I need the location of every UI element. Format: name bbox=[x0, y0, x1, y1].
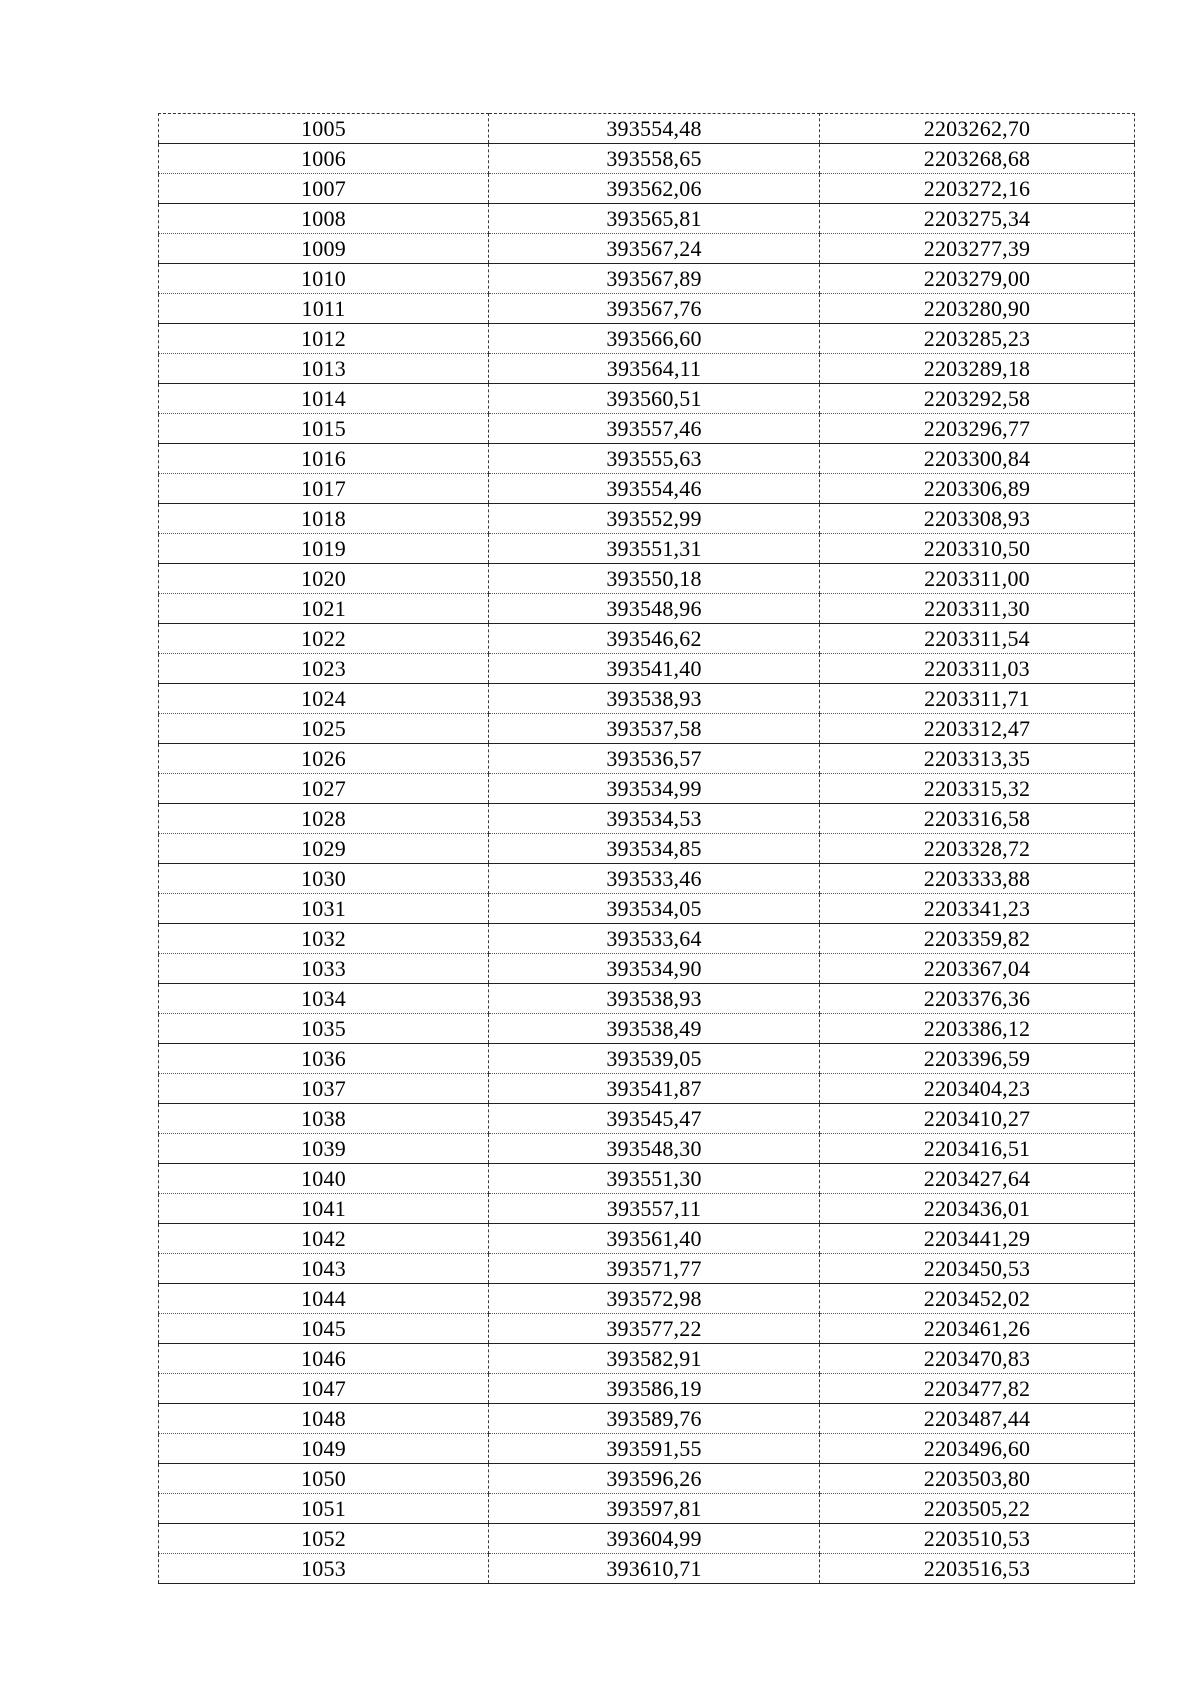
x-coordinate-cell: 393550,18 bbox=[489, 564, 820, 594]
y-coordinate-cell: 2203427,64 bbox=[820, 1164, 1135, 1194]
table-row bbox=[159, 1104, 1135, 1134]
point-number-cell: 1040 bbox=[159, 1164, 489, 1194]
point-number-cell: 1006 bbox=[159, 144, 489, 174]
coordinates-table-body bbox=[159, 114, 1135, 1584]
y-coordinate-cell: 2203416,51 bbox=[820, 1134, 1135, 1164]
table-row bbox=[159, 144, 1135, 174]
point-number-cell: 1050 bbox=[159, 1464, 489, 1494]
y-coordinate-cell: 2203404,23 bbox=[820, 1074, 1135, 1104]
table-row bbox=[159, 624, 1135, 654]
point-number-cell: 1014 bbox=[159, 384, 489, 414]
y-coordinate-cell: 2203268,68 bbox=[820, 144, 1135, 174]
x-coordinate-cell: 393560,51 bbox=[489, 384, 820, 414]
point-number-cell: 1025 bbox=[159, 714, 489, 744]
x-coordinate-cell: 393566,60 bbox=[489, 324, 820, 354]
point-number-cell: 1036 bbox=[159, 1044, 489, 1074]
point-number-cell: 1027 bbox=[159, 774, 489, 804]
y-coordinate-cell: 2203341,23 bbox=[820, 894, 1135, 924]
table-row bbox=[159, 954, 1135, 984]
x-coordinate-cell: 393557,11 bbox=[489, 1194, 820, 1224]
point-number-cell: 1020 bbox=[159, 564, 489, 594]
table-row bbox=[159, 1464, 1135, 1494]
y-coordinate-cell: 2203477,82 bbox=[820, 1374, 1135, 1404]
y-coordinate-cell: 2203441,29 bbox=[820, 1224, 1135, 1254]
x-coordinate-cell: 393597,81 bbox=[489, 1494, 820, 1524]
x-coordinate-cell: 393567,89 bbox=[489, 264, 820, 294]
y-coordinate-cell: 2203450,53 bbox=[820, 1254, 1135, 1284]
point-number-cell: 1011 bbox=[159, 294, 489, 324]
x-coordinate-cell: 393551,31 bbox=[489, 534, 820, 564]
point-number-cell: 1047 bbox=[159, 1374, 489, 1404]
x-coordinate-cell: 393545,47 bbox=[489, 1104, 820, 1134]
point-number-cell: 1037 bbox=[159, 1074, 489, 1104]
table-row bbox=[159, 1554, 1135, 1584]
y-coordinate-cell: 2203410,27 bbox=[820, 1104, 1135, 1134]
table-row bbox=[159, 1254, 1135, 1284]
y-coordinate-cell: 2203289,18 bbox=[820, 354, 1135, 384]
table-row bbox=[159, 414, 1135, 444]
table-row bbox=[159, 294, 1135, 324]
y-coordinate-cell: 2203262,70 bbox=[820, 114, 1135, 144]
point-number-cell: 1038 bbox=[159, 1104, 489, 1134]
x-coordinate-cell: 393538,93 bbox=[489, 984, 820, 1014]
table-row bbox=[159, 1134, 1135, 1164]
table-row bbox=[159, 714, 1135, 744]
point-number-cell: 1029 bbox=[159, 834, 489, 864]
table-row bbox=[159, 984, 1135, 1014]
table-row bbox=[159, 174, 1135, 204]
point-number-cell: 1017 bbox=[159, 474, 489, 504]
table-row bbox=[159, 354, 1135, 384]
table-row bbox=[159, 1404, 1135, 1434]
y-coordinate-cell: 2203279,00 bbox=[820, 264, 1135, 294]
x-coordinate-cell: 393557,46 bbox=[489, 414, 820, 444]
point-number-cell: 1018 bbox=[159, 504, 489, 534]
point-number-cell: 1013 bbox=[159, 354, 489, 384]
y-coordinate-cell: 2203376,36 bbox=[820, 984, 1135, 1014]
table-row bbox=[159, 1044, 1135, 1074]
table-row bbox=[159, 864, 1135, 894]
table-row bbox=[159, 834, 1135, 864]
x-coordinate-cell: 393571,77 bbox=[489, 1254, 820, 1284]
table-row bbox=[159, 774, 1135, 804]
x-coordinate-cell: 393586,19 bbox=[489, 1374, 820, 1404]
y-coordinate-cell: 2203315,32 bbox=[820, 774, 1135, 804]
y-coordinate-cell: 2203470,83 bbox=[820, 1344, 1135, 1374]
point-number-cell: 1009 bbox=[159, 234, 489, 264]
x-coordinate-cell: 393564,11 bbox=[489, 354, 820, 384]
table-row bbox=[159, 1014, 1135, 1044]
point-number-cell: 1031 bbox=[159, 894, 489, 924]
y-coordinate-cell: 2203277,39 bbox=[820, 234, 1135, 264]
point-number-cell: 1052 bbox=[159, 1524, 489, 1554]
point-number-cell: 1024 bbox=[159, 684, 489, 714]
table-row bbox=[159, 804, 1135, 834]
x-coordinate-cell: 393582,91 bbox=[489, 1344, 820, 1374]
x-coordinate-cell: 393539,05 bbox=[489, 1044, 820, 1074]
point-number-cell: 1039 bbox=[159, 1134, 489, 1164]
y-coordinate-cell: 2203436,01 bbox=[820, 1194, 1135, 1224]
x-coordinate-cell: 393538,93 bbox=[489, 684, 820, 714]
y-coordinate-cell: 2203311,54 bbox=[820, 624, 1135, 654]
point-number-cell: 1015 bbox=[159, 414, 489, 444]
x-coordinate-cell: 393555,63 bbox=[489, 444, 820, 474]
x-coordinate-cell: 393567,24 bbox=[489, 234, 820, 264]
y-coordinate-cell: 2203516,53 bbox=[820, 1554, 1135, 1584]
point-number-cell: 1033 bbox=[159, 954, 489, 984]
y-coordinate-cell: 2203505,22 bbox=[820, 1494, 1135, 1524]
x-coordinate-cell: 393541,87 bbox=[489, 1074, 820, 1104]
point-number-cell: 1049 bbox=[159, 1434, 489, 1464]
x-coordinate-cell: 393565,81 bbox=[489, 204, 820, 234]
y-coordinate-cell: 2203367,04 bbox=[820, 954, 1135, 984]
point-number-cell: 1044 bbox=[159, 1284, 489, 1314]
point-number-cell: 1034 bbox=[159, 984, 489, 1014]
y-coordinate-cell: 2203311,03 bbox=[820, 654, 1135, 684]
x-coordinate-cell: 393534,90 bbox=[489, 954, 820, 984]
x-coordinate-cell: 393534,05 bbox=[489, 894, 820, 924]
y-coordinate-cell: 2203311,00 bbox=[820, 564, 1135, 594]
x-coordinate-cell: 393534,99 bbox=[489, 774, 820, 804]
y-coordinate-cell: 2203275,34 bbox=[820, 204, 1135, 234]
y-coordinate-cell: 2203359,82 bbox=[820, 924, 1135, 954]
x-coordinate-cell: 393541,40 bbox=[489, 654, 820, 684]
table-row bbox=[159, 1344, 1135, 1374]
table-row bbox=[159, 1074, 1135, 1104]
table-row bbox=[159, 234, 1135, 264]
point-number-cell: 1012 bbox=[159, 324, 489, 354]
point-number-cell: 1030 bbox=[159, 864, 489, 894]
point-number-cell: 1046 bbox=[159, 1344, 489, 1374]
x-coordinate-cell: 393548,30 bbox=[489, 1134, 820, 1164]
point-number-cell: 1048 bbox=[159, 1404, 489, 1434]
y-coordinate-cell: 2203308,93 bbox=[820, 504, 1135, 534]
x-coordinate-cell: 393561,40 bbox=[489, 1224, 820, 1254]
x-coordinate-cell: 393554,48 bbox=[489, 114, 820, 144]
table-row bbox=[159, 1194, 1135, 1224]
table-row bbox=[159, 654, 1135, 684]
table-row bbox=[159, 1224, 1135, 1254]
y-coordinate-cell: 2203310,50 bbox=[820, 534, 1135, 564]
x-coordinate-cell: 393589,76 bbox=[489, 1404, 820, 1434]
table-row bbox=[159, 1314, 1135, 1344]
x-coordinate-cell: 393536,57 bbox=[489, 744, 820, 774]
x-coordinate-cell: 393558,65 bbox=[489, 144, 820, 174]
table-row bbox=[159, 504, 1135, 534]
point-number-cell: 1051 bbox=[159, 1494, 489, 1524]
x-coordinate-cell: 393554,46 bbox=[489, 474, 820, 504]
table-row bbox=[159, 1164, 1135, 1194]
y-coordinate-cell: 2203300,84 bbox=[820, 444, 1135, 474]
table-row bbox=[159, 1284, 1135, 1314]
y-coordinate-cell: 2203280,90 bbox=[820, 294, 1135, 324]
point-number-cell: 1043 bbox=[159, 1254, 489, 1284]
x-coordinate-cell: 393546,62 bbox=[489, 624, 820, 654]
y-coordinate-cell: 2203503,80 bbox=[820, 1464, 1135, 1494]
table-row bbox=[159, 594, 1135, 624]
table-row bbox=[159, 534, 1135, 564]
y-coordinate-cell: 2203452,02 bbox=[820, 1284, 1135, 1314]
point-number-cell: 1010 bbox=[159, 264, 489, 294]
y-coordinate-cell: 2203510,53 bbox=[820, 1524, 1135, 1554]
y-coordinate-cell: 2203328,72 bbox=[820, 834, 1135, 864]
point-number-cell: 1023 bbox=[159, 654, 489, 684]
point-number-cell: 1021 bbox=[159, 594, 489, 624]
point-number-cell: 1032 bbox=[159, 924, 489, 954]
table-row bbox=[159, 564, 1135, 594]
point-number-cell: 1019 bbox=[159, 534, 489, 564]
x-coordinate-cell: 393577,22 bbox=[489, 1314, 820, 1344]
point-number-cell: 1005 bbox=[159, 114, 489, 144]
x-coordinate-cell: 393591,55 bbox=[489, 1434, 820, 1464]
x-coordinate-cell: 393604,99 bbox=[489, 1524, 820, 1554]
y-coordinate-cell: 2203306,89 bbox=[820, 474, 1135, 504]
y-coordinate-cell: 2203461,26 bbox=[820, 1314, 1135, 1344]
y-coordinate-cell: 2203292,58 bbox=[820, 384, 1135, 414]
coordinates-table bbox=[158, 113, 1135, 1584]
y-coordinate-cell: 2203396,59 bbox=[820, 1044, 1135, 1074]
x-coordinate-cell: 393533,46 bbox=[489, 864, 820, 894]
table-row bbox=[159, 1434, 1135, 1464]
table-row bbox=[159, 924, 1135, 954]
y-coordinate-cell: 2203313,35 bbox=[820, 744, 1135, 774]
table-row bbox=[159, 444, 1135, 474]
x-coordinate-cell: 393533,64 bbox=[489, 924, 820, 954]
x-coordinate-cell: 393548,96 bbox=[489, 594, 820, 624]
table-row bbox=[159, 1524, 1135, 1554]
table-row bbox=[159, 894, 1135, 924]
point-number-cell: 1022 bbox=[159, 624, 489, 654]
x-coordinate-cell: 393552,99 bbox=[489, 504, 820, 534]
table-row bbox=[159, 1374, 1135, 1404]
y-coordinate-cell: 2203311,71 bbox=[820, 684, 1135, 714]
x-coordinate-cell: 393596,26 bbox=[489, 1464, 820, 1494]
x-coordinate-cell: 393567,76 bbox=[489, 294, 820, 324]
point-number-cell: 1008 bbox=[159, 204, 489, 234]
table-row bbox=[159, 744, 1135, 774]
point-number-cell: 1053 bbox=[159, 1554, 489, 1584]
point-number-cell: 1007 bbox=[159, 174, 489, 204]
x-coordinate-cell: 393534,53 bbox=[489, 804, 820, 834]
y-coordinate-cell: 2203312,47 bbox=[820, 714, 1135, 744]
y-coordinate-cell: 2203333,88 bbox=[820, 864, 1135, 894]
y-coordinate-cell: 2203386,12 bbox=[820, 1014, 1135, 1044]
point-number-cell: 1026 bbox=[159, 744, 489, 774]
point-number-cell: 1035 bbox=[159, 1014, 489, 1044]
point-number-cell: 1028 bbox=[159, 804, 489, 834]
table-row bbox=[159, 384, 1135, 414]
y-coordinate-cell: 2203296,77 bbox=[820, 414, 1135, 444]
table-row bbox=[159, 1494, 1135, 1524]
x-coordinate-cell: 393537,58 bbox=[489, 714, 820, 744]
point-number-cell: 1042 bbox=[159, 1224, 489, 1254]
y-coordinate-cell: 2203285,23 bbox=[820, 324, 1135, 354]
x-coordinate-cell: 393610,71 bbox=[489, 1554, 820, 1584]
table-row bbox=[159, 264, 1135, 294]
x-coordinate-cell: 393534,85 bbox=[489, 834, 820, 864]
y-coordinate-cell: 2203487,44 bbox=[820, 1404, 1135, 1434]
x-coordinate-cell: 393562,06 bbox=[489, 174, 820, 204]
table-row bbox=[159, 204, 1135, 234]
x-coordinate-cell: 393538,49 bbox=[489, 1014, 820, 1044]
y-coordinate-cell: 2203496,60 bbox=[820, 1434, 1135, 1464]
table-row bbox=[159, 474, 1135, 504]
y-coordinate-cell: 2203316,58 bbox=[820, 804, 1135, 834]
point-number-cell: 1041 bbox=[159, 1194, 489, 1224]
table-row bbox=[159, 324, 1135, 354]
point-number-cell: 1045 bbox=[159, 1314, 489, 1344]
table-row bbox=[159, 114, 1135, 144]
table-row bbox=[159, 684, 1135, 714]
y-coordinate-cell: 2203311,30 bbox=[820, 594, 1135, 624]
point-number-cell: 1016 bbox=[159, 444, 489, 474]
y-coordinate-cell: 2203272,16 bbox=[820, 174, 1135, 204]
x-coordinate-cell: 393551,30 bbox=[489, 1164, 820, 1194]
x-coordinate-cell: 393572,98 bbox=[489, 1284, 820, 1314]
